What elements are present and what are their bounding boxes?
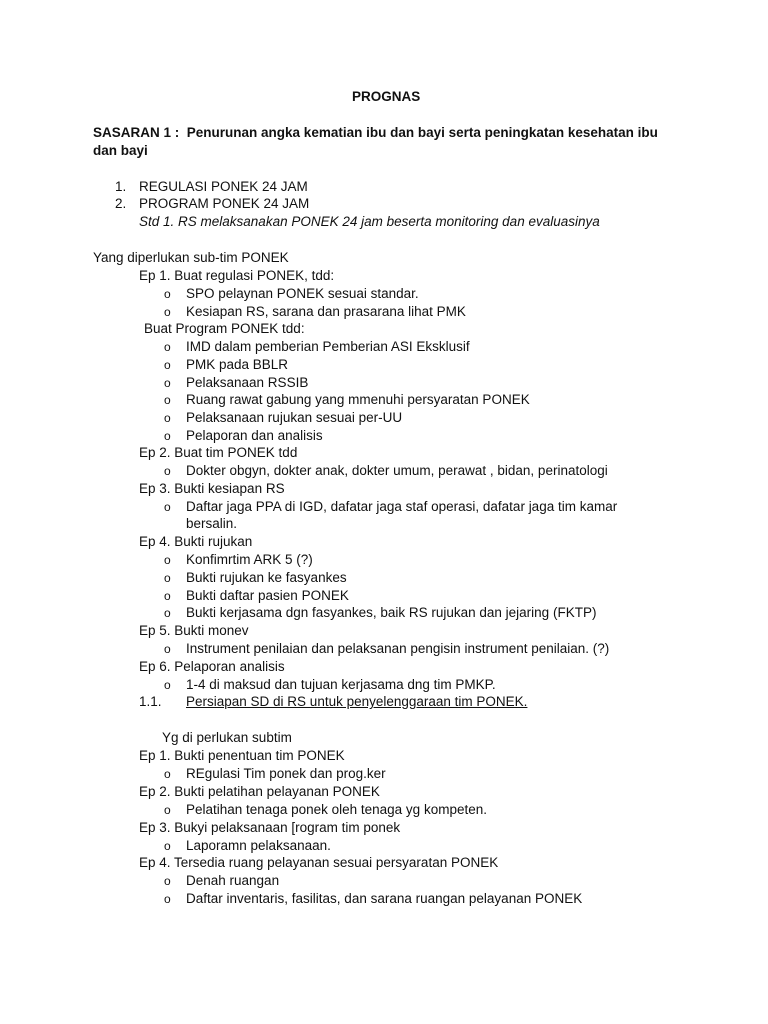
list-item: Kesiapan RS, sarana dan prasarana lihat PMK	[186, 304, 466, 319]
bullet-icon: o	[164, 376, 171, 390]
list-item: 1-4 di maksud dan tujuan kerjasama dng tim PMKP.	[186, 677, 496, 692]
list-item: Ruang rawat gabung yang mmenuhi persyaratan PONEK	[186, 392, 530, 407]
s2-ep4: Ep 4. Tersedia ruang pelayanan sesuai persyaratan PONEK	[139, 855, 499, 870]
list-item-continuation: bersalin.	[186, 516, 238, 531]
buat-program: Buat Program PONEK tdd:	[144, 321, 305, 336]
numbered-text-2: PROGRAM PONEK 24 JAM	[139, 196, 310, 211]
sub-numbered-text: Persiapan SD di RS untuk penyelenggaraan tim PONEK.	[186, 694, 528, 709]
s1-ep5: Ep 5. Bukti monev	[139, 623, 249, 638]
list-item: Pelaksanaan RSSIB	[186, 375, 309, 390]
bullet-icon: o	[164, 678, 171, 692]
bullet-icon: o	[164, 411, 171, 425]
bullet-icon: o	[164, 358, 171, 372]
s1-ep6: Ep 6. Pelaporan analisis	[139, 659, 285, 674]
sasaran-label: SASARAN 1 :	[93, 125, 180, 140]
sasaran-line-1	[93, 124, 658, 142]
list-item: Laporamn pelaksanaan.	[186, 838, 331, 853]
list-item: Dokter obgyn, dokter anak, dokter umum, perawat , bidan, perinatologi	[186, 463, 608, 478]
bullet-icon: o	[164, 305, 171, 319]
list-item: REgulasi Tim ponek dan prog.ker	[186, 766, 386, 781]
bullet-icon: o	[164, 839, 171, 853]
sasaran-line-2: dan bayi	[93, 143, 148, 158]
section2-heading: Yg di perlukan subtim	[162, 730, 292, 745]
bullet-icon: o	[164, 642, 171, 656]
bullet-icon: o	[164, 553, 171, 567]
list-item: Instrument penilaian dan pelaksanan pengisin instrument penilaian. (?)	[186, 641, 610, 656]
list-item: Bukti daftar pasien PONEK	[186, 588, 349, 603]
bullet-icon: o	[164, 429, 171, 443]
numbered-num-1: 1.	[115, 179, 127, 194]
bullet-icon: o	[164, 874, 171, 888]
list-item: PMK pada BBLR	[186, 357, 289, 372]
list-item: Daftar inventaris, fasilitas, dan sarana ruangan pelayanan PONEK	[186, 891, 583, 906]
bullet-icon: o	[164, 287, 171, 301]
list-item: Daftar jaga PPA di IGD, dafatar jaga staf operasi, dafatar jaga tim kamar	[186, 499, 618, 514]
list-item: Denah ruangan	[186, 873, 280, 888]
bullet-icon: o	[164, 803, 171, 817]
s1-ep1: Ep 1. Buat regulasi PONEK, tdd:	[139, 268, 335, 283]
bullet-icon: o	[164, 464, 171, 478]
numbered-text-1: REGULASI PONEK 24 JAM	[139, 179, 308, 194]
list-item: Pelaporan dan analisis	[186, 428, 323, 443]
numbered-num-2: 2.	[115, 196, 127, 211]
std-line: Std 1. RS melaksanakan PONEK 24 jam beserta monitoring dan evaluasinya	[139, 214, 600, 229]
bullet-icon: o	[164, 589, 171, 603]
s2-ep2: Ep 2. Bukti pelatihan pelayanan PONEK	[139, 784, 380, 799]
s1-ep4: Ep 4. Bukti rujukan	[139, 534, 253, 549]
bullet-icon: o	[164, 892, 171, 906]
list-item: Pelatihan tenaga ponek oleh tenaga yg kompeten.	[186, 802, 487, 817]
section1-heading: Yang diperlukan sub-tim PONEK	[93, 250, 289, 265]
bullet-icon: o	[164, 340, 171, 354]
list-item: Konfimrtim ARK 5 (?)	[186, 552, 313, 567]
bullet-icon: o	[164, 500, 171, 514]
list-item: Bukti rujukan ke fasyankes	[186, 570, 347, 585]
sub-numbered-num: 1.1.	[139, 694, 162, 709]
list-item: IMD dalam pemberian Pemberian ASI Eksklusif	[186, 339, 470, 354]
bullet-icon: o	[164, 393, 171, 407]
list-item: Bukti kerjasama dgn fasyankes, baik RS rujukan dan jejaring (FKTP)	[186, 605, 597, 620]
s1-ep2: Ep 2. Buat tim PONEK tdd	[139, 445, 298, 460]
s1-ep3: Ep 3. Bukti kesiapan RS	[139, 481, 285, 496]
sasaran-text: Penurunan angka kematian ibu dan bayi serta peningkatan kesehatan ibu	[186, 125, 658, 140]
s2-ep1: Ep 1. Bukti penentuan tim PONEK	[139, 748, 345, 763]
document-title: PROGNAS	[352, 89, 421, 104]
list-item: Pelaksanaan rujukan sesuai per-UU	[186, 410, 403, 425]
s2-ep3: Ep 3. Bukyi pelaksanaan [rogram tim ponek	[139, 820, 401, 835]
bullet-icon: o	[164, 606, 171, 620]
bullet-icon: o	[164, 571, 171, 585]
list-item: SPO pelaynan PONEK sesuai standar.	[186, 286, 419, 301]
bullet-icon: o	[164, 767, 171, 781]
